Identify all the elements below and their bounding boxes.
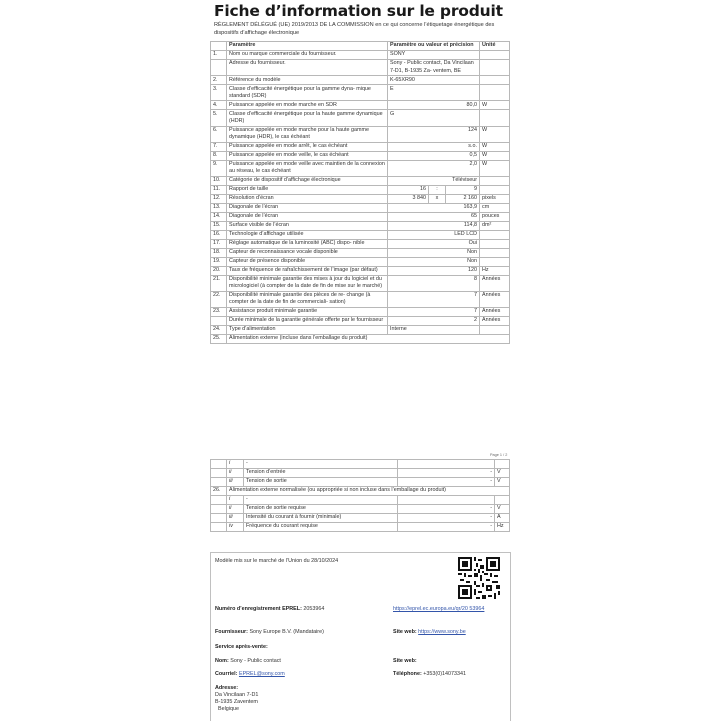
row-unit xyxy=(480,230,510,239)
name-label: Nom: xyxy=(215,658,229,664)
sub-row-unit xyxy=(495,496,510,504)
sub-row-cell xyxy=(227,513,510,522)
mail-link[interactable]: EPREL@sony.com xyxy=(238,671,285,677)
row-parameter: Classe d’efficacité énergétique pour la haute gamme dynamique (HDR) xyxy=(227,110,388,126)
row-value: 65 xyxy=(388,212,480,221)
row-parameter: Nom ou marque commerciale du fournisseur. xyxy=(227,50,388,59)
row-number: 3. xyxy=(211,85,227,101)
row-spacer xyxy=(211,495,227,504)
regulation-intro: RÈGLEMENT DÉLÉGUÉ (UE) 2019/2013 DE LA COMMISSION en ce qui concerne l’étiquetage énergétique des dispositifs d’affichage électronique xyxy=(214,22,495,36)
sub-row-value: - xyxy=(398,514,495,522)
row-value: 0,5 xyxy=(388,151,480,160)
sub-row xyxy=(211,477,510,486)
row-number: 25. xyxy=(211,335,227,344)
sub-row-idx: iii xyxy=(227,514,244,522)
row-parameter: Disponibilité minimale garantie des mises à jour du logiciel et du micrologiciel (à compter de la date de fin de mise sur le marché) xyxy=(227,275,388,291)
table-row xyxy=(211,326,510,335)
sub-row-label: Intensité du courant à fournir (minimale) xyxy=(244,514,398,522)
row-value: E xyxy=(388,85,480,101)
row-unit: W xyxy=(480,101,510,110)
sub-row-label: Tension de sortie requise xyxy=(244,505,398,513)
row-unit: W xyxy=(480,160,510,176)
sub-row xyxy=(211,522,510,531)
sub-row-value xyxy=(398,460,495,468)
row-number: 26. xyxy=(211,486,227,495)
row-value: G xyxy=(388,110,480,126)
row-parameter: Résolution d’écran xyxy=(227,194,388,203)
table-header-row xyxy=(211,42,510,51)
row-value: SONY xyxy=(388,50,480,59)
header-unit: Unité xyxy=(480,42,510,51)
row-number: 18. xyxy=(211,248,227,257)
sub-row-value: - xyxy=(398,505,495,513)
sub-row-label: Tension de sortie xyxy=(244,478,398,486)
row-parameter: Durée minimale de la garantie générale offerte par le fournisseur xyxy=(227,317,388,326)
row-number: 15. xyxy=(211,221,227,230)
table-row xyxy=(211,335,510,344)
table-row xyxy=(211,160,510,176)
row-parameter: Puissance appelée en mode arrêt, le cas échéant xyxy=(227,142,388,151)
row-number: 13. xyxy=(211,203,227,212)
table-row xyxy=(211,142,510,151)
sub-row xyxy=(211,495,510,504)
sub-row-idx: iii xyxy=(227,478,244,486)
table-row xyxy=(211,101,510,110)
row-parameter: Alimentation externe (incluse dans l’emballage du produit) xyxy=(227,335,510,344)
row-number: 5. xyxy=(211,110,227,126)
row-unit: pixels xyxy=(480,194,510,203)
sub-row-cell xyxy=(227,504,510,513)
address-line-2: B-1935 Zaventem xyxy=(215,699,258,705)
table-row xyxy=(211,76,510,85)
row-unit xyxy=(480,85,510,101)
row-value-part: 9 xyxy=(474,186,477,193)
row-value: 2,0 xyxy=(388,160,480,176)
row-spacer xyxy=(211,513,227,522)
supplier-label: Fournisseur: xyxy=(215,629,248,635)
table-row xyxy=(211,230,510,239)
table-row xyxy=(211,275,510,291)
sub-row-cell xyxy=(227,495,510,504)
row-number: 17. xyxy=(211,239,227,248)
row-number: 10. xyxy=(211,176,227,185)
row-number: 14. xyxy=(211,212,227,221)
table-row xyxy=(211,291,510,307)
sub-row-cell xyxy=(227,477,510,486)
row-value: 2 xyxy=(388,317,480,326)
row-value xyxy=(388,185,480,194)
row-number: 24. xyxy=(211,326,227,335)
qr-code-icon xyxy=(458,557,500,599)
sub-row-idx: i xyxy=(227,496,244,504)
table-row xyxy=(211,257,510,266)
header-value: Paramètre ou valeur et précision xyxy=(388,42,480,51)
row-value: 120 xyxy=(388,266,480,275)
row-value: Non xyxy=(388,248,480,257)
row-value: Sony - Public contact, Da Vincilaan 7-D1, B-1935 Za- ventem, BE xyxy=(388,59,480,75)
sub-row xyxy=(211,504,510,513)
site2-label: Site web: xyxy=(393,658,417,664)
row-number: 6. xyxy=(211,126,227,142)
sub-row-idx: i xyxy=(227,460,244,468)
sub-row-value: - xyxy=(398,469,495,477)
row-value: 7 xyxy=(388,291,480,307)
row-parameter: Disponibilité minimale garantie des pièces de re- change (à compter de la date de fin de commerciali- sation) xyxy=(227,291,388,307)
row-spacer xyxy=(211,477,227,486)
row-number: 8. xyxy=(211,151,227,160)
sub-row-cell xyxy=(227,468,510,477)
row-unit: Hz xyxy=(480,266,510,275)
row-value: 114,8 xyxy=(388,221,480,230)
row-parameter: Diagonale de l’écran xyxy=(227,212,388,221)
row-unit xyxy=(480,76,510,85)
row-parameter: Surface visible de l’écran xyxy=(227,221,388,230)
row-parameter: Puissance appelée en mode veille avec maintien de la connexion au réseau, le cas échéant xyxy=(227,160,388,176)
row-number: 2. xyxy=(211,76,227,85)
row-parameter: Technologie d’affichage utilisée xyxy=(227,230,388,239)
row-value-part: : xyxy=(429,186,446,194)
table-row xyxy=(211,176,510,185)
row-parameter: Catégorie de dispositif d’affichage électronique xyxy=(227,176,388,185)
external-power-table xyxy=(210,459,510,532)
row-unit xyxy=(480,326,510,335)
table-row xyxy=(211,151,510,160)
product-information-sheet xyxy=(210,0,509,720)
sub-row-unit: V xyxy=(497,469,501,476)
row-number: 9. xyxy=(211,160,227,176)
table-row xyxy=(211,212,510,221)
row-parameter: Adresse du fournisseur. xyxy=(227,59,388,75)
row-number: 7. xyxy=(211,142,227,151)
row-unit: Années xyxy=(480,308,510,317)
row-value: Non xyxy=(388,257,480,266)
sub-row-value: - xyxy=(398,478,495,486)
row-unit: Années xyxy=(480,317,510,326)
phone-label: Téléphone: xyxy=(393,671,422,677)
row-parameter: Puissance appelée en mode marche en SDR xyxy=(227,101,388,110)
row-value: Téléviseur xyxy=(388,176,480,185)
table-row xyxy=(211,110,510,126)
row-parameter: Diagonale de l’écran xyxy=(227,203,388,212)
page-title: Fiche d’information sur le produit xyxy=(214,2,503,20)
row-value-part: x xyxy=(429,195,446,203)
page-number: Page 1 / 2 xyxy=(490,453,508,457)
row-unit xyxy=(480,239,510,248)
row-parameter: Réglage automatique de la luminosité (ABC) dispo- nible xyxy=(227,239,388,248)
product-table xyxy=(210,41,510,344)
row-number: 1. xyxy=(211,50,227,59)
row-number: 20. xyxy=(211,266,227,275)
site-link[interactable]: https://www.sony.be xyxy=(418,629,466,635)
sub-row-label: - xyxy=(244,496,398,504)
table-row xyxy=(211,126,510,142)
row-number: 22. xyxy=(211,291,227,307)
model-date: Modèle mis sur le marché de l’Union du 28/10/2024 xyxy=(215,558,339,564)
row-value: 124 xyxy=(388,126,480,142)
row-value: LED LCD xyxy=(388,230,480,239)
row-unit: Années xyxy=(480,275,510,291)
sub-row-unit: V xyxy=(497,505,501,512)
row-number xyxy=(211,59,227,75)
row-number: 16. xyxy=(211,230,227,239)
address-line-1: Da Vincilaan 7-D1 xyxy=(215,692,259,698)
table-row xyxy=(211,266,510,275)
supplier-value: Sony Europe B.V. (Mandataire) xyxy=(249,629,324,635)
row-value: 163,9 xyxy=(388,203,480,212)
sub-row xyxy=(211,468,510,477)
sub-row-label: Tension d’entrée xyxy=(244,469,398,477)
row-unit xyxy=(480,185,510,194)
row-value-part: 16 xyxy=(388,186,429,194)
sub-row xyxy=(211,513,510,522)
row-value: 8 xyxy=(388,275,480,291)
row-parameter: Assistance produit minimale garantie xyxy=(227,308,388,317)
row-unit: W xyxy=(480,126,510,142)
row-unit xyxy=(480,257,510,266)
row-unit: W xyxy=(480,151,510,160)
row-unit xyxy=(480,176,510,185)
table-row xyxy=(211,50,510,59)
row-number: 12. xyxy=(211,194,227,203)
sub-row-unit: V xyxy=(497,478,501,485)
table-row xyxy=(211,221,510,230)
row-spacer xyxy=(211,522,227,531)
table-row xyxy=(211,317,510,326)
table-row xyxy=(211,203,510,212)
row-parameter: Capteur de reconnaissance vocale disponible xyxy=(227,248,388,257)
address-line-3: Belgique xyxy=(218,706,239,712)
row-number: 21. xyxy=(211,275,227,291)
sub-row-idx: ii xyxy=(227,505,244,513)
row-parameter: Rapport de taille xyxy=(227,185,388,194)
table-row xyxy=(211,486,510,495)
service-label: Service après-vente: xyxy=(215,644,268,650)
row-parameter: Type d’alimentation xyxy=(227,326,388,335)
sub-row-value xyxy=(398,496,495,504)
row-unit: W xyxy=(480,142,510,151)
table-row xyxy=(211,308,510,317)
eprel-label: Numéro d’enregistrement EPREL: xyxy=(215,606,302,612)
row-parameter: Taux de fréquence de rafraîchissement de l’image (par défaut) xyxy=(227,266,388,275)
header-parameter: Paramètre xyxy=(227,42,388,51)
row-value: s.o. xyxy=(388,142,480,151)
address-label: Adresse: xyxy=(215,685,239,691)
row-value: Interne xyxy=(388,326,480,335)
row-unit xyxy=(480,50,510,59)
sub-row-label: Fréquence du courant requise xyxy=(244,523,398,531)
sub-row-idx: iv xyxy=(227,523,244,531)
row-value: 7 xyxy=(388,308,480,317)
row-number: 11. xyxy=(211,185,227,194)
table-row xyxy=(211,239,510,248)
row-unit xyxy=(480,248,510,257)
sub-row-unit xyxy=(495,460,510,468)
row-unit xyxy=(480,110,510,126)
sub-row-cell xyxy=(227,460,510,469)
row-parameter: Capteur de présence disponible xyxy=(227,257,388,266)
row-parameter: Puissance appelée en mode veille, le cas échéant xyxy=(227,151,388,160)
row-parameter: Classe d’efficacité énergétique pour la gamme dyna- mique standard (SDR) xyxy=(227,85,388,101)
row-value-part: 2 160 xyxy=(463,195,477,202)
table-row xyxy=(211,185,510,194)
mail-label: Courriel: xyxy=(215,671,238,677)
row-value-part: 3 840 xyxy=(388,195,429,203)
row-spacer xyxy=(211,504,227,513)
row-unit: dm² xyxy=(480,221,510,230)
sub-row-unit: Hz xyxy=(497,523,504,530)
sub-row-cell xyxy=(227,522,510,531)
table-row xyxy=(211,194,510,203)
row-number: 19. xyxy=(211,257,227,266)
phone-value: +353(0)14073341 xyxy=(423,671,466,677)
row-unit: cm xyxy=(480,203,510,212)
row-unit xyxy=(480,59,510,75)
row-number xyxy=(211,317,227,326)
sub-row-unit: A xyxy=(497,514,501,521)
row-unit: pouces xyxy=(480,212,510,221)
sub-row-value: - xyxy=(398,523,495,531)
footer-section xyxy=(210,552,511,721)
row-number: 4. xyxy=(211,101,227,110)
sub-row-idx: ii xyxy=(227,469,244,477)
row-number: 23. xyxy=(211,308,227,317)
eprel-number: 2053964 xyxy=(303,606,325,612)
eprel-link[interactable]: https://eprel.ec.europa.eu/qr/20 53964 xyxy=(393,606,485,612)
table-row xyxy=(211,85,510,101)
name-value: Sony - Public contact xyxy=(230,658,281,664)
row-value: 80,0 xyxy=(388,101,480,110)
row-value: Oui xyxy=(388,239,480,248)
row-value: K-65XR90 xyxy=(388,76,480,85)
site-label: Site web: xyxy=(393,629,417,635)
row-parameter: Puissance appelée en mode marche pour la haute gamme dynamique (HDR), le cas échéant xyxy=(227,126,388,142)
row-spacer xyxy=(211,468,227,477)
sub-row xyxy=(211,460,510,469)
sub-row-label: - xyxy=(244,460,398,468)
table-row xyxy=(211,248,510,257)
row-parameter: Alimentation externe normalisée (ou appropriée si non incluse dans l’emballage du produit) xyxy=(227,486,510,495)
table-row xyxy=(211,59,510,75)
row-unit: Années xyxy=(480,291,510,307)
row-parameter: Référence du modèle xyxy=(227,76,388,85)
row-value xyxy=(388,194,480,203)
row-spacer xyxy=(211,460,227,469)
